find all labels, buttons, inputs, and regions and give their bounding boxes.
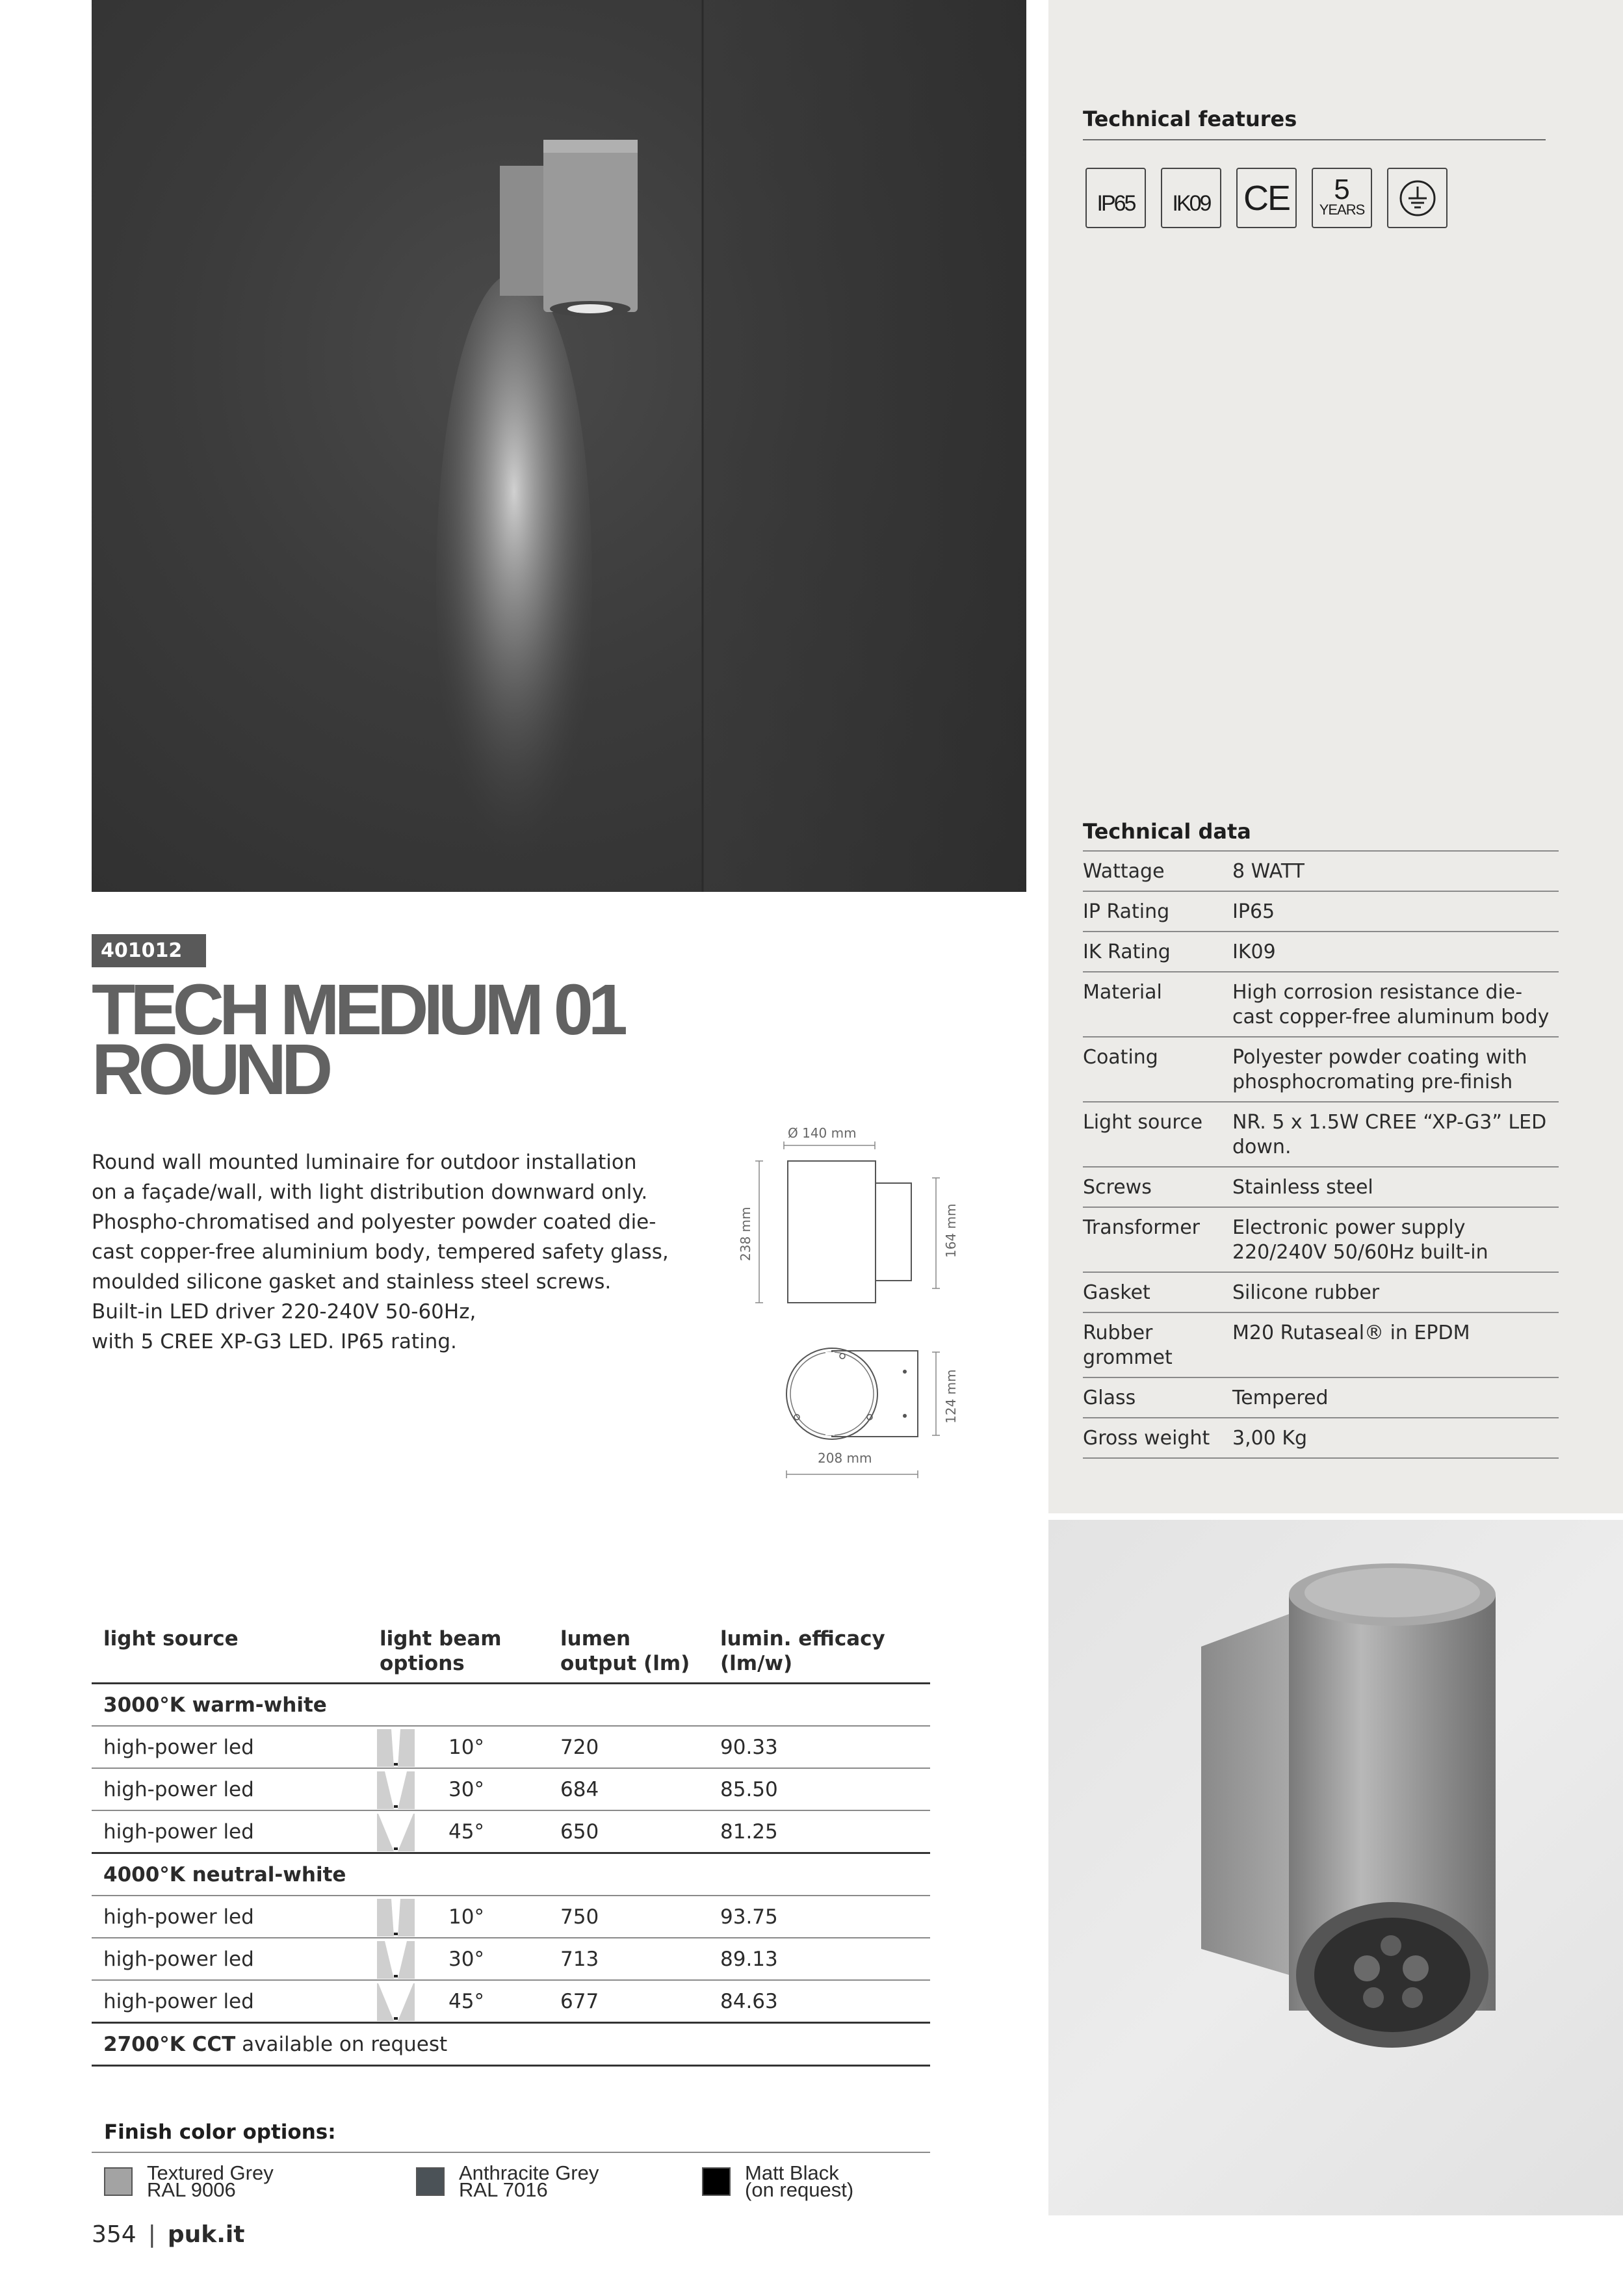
- finish-anthracite-grey: Anthracite Grey RAL 7016: [416, 2165, 599, 2198]
- finish-matt-black: Matt Black (on request): [702, 2165, 853, 2198]
- tech-row-rubber-grommet: Rubber grommet M20 Rutaseal® in EPDM: [1083, 1312, 1559, 1377]
- dim-height-body: 164 mm: [943, 1203, 959, 1258]
- tech-row-gross-weight: Gross weight 3,00 Kg: [1083, 1417, 1559, 1459]
- swatch-anthracite-grey: [416, 2167, 445, 2196]
- table-row: high-power led 10° 720 90.33: [92, 1726, 930, 1768]
- earth-ground-icon: [1387, 168, 1448, 228]
- tech-row-coating: Coating Polyester powder coating with phosphocromating pre-finish: [1083, 1036, 1559, 1101]
- ce-mark-icon: CE: [1236, 168, 1297, 228]
- dim-diameter: Ø 140 mm: [788, 1125, 857, 1141]
- page-footer: [92, 2221, 244, 2248]
- table-row: high-power led 45° 650 81.25: [92, 1810, 930, 1853]
- header-light-source: light source: [92, 1619, 368, 1684]
- table-header-row: [92, 1619, 930, 1684]
- tech-row-material: Material High corrosion resistance die-cast copper-free aluminum body: [1083, 971, 1559, 1036]
- dim-depth: 124 mm: [943, 1369, 959, 1424]
- tech-row-screws: Screws Stainless steel: [1083, 1166, 1559, 1207]
- product-title-line1: TECH MEDIUM 01: [92, 970, 623, 1050]
- beam-45-icon: [377, 1983, 415, 2021]
- beam-45-icon: [377, 1814, 415, 1851]
- website-link[interactable]: puk.it: [167, 2221, 245, 2248]
- group-row: 4000°K neutral-white: [92, 1853, 930, 1896]
- product-studio-photo: [1048, 1520, 1623, 2215]
- product-code-badge: 401012: [92, 934, 206, 967]
- footer-separator: |: [148, 2221, 156, 2248]
- tech-row-ik-rating: IK Rating IK09: [1083, 931, 1559, 971]
- table-row: high-power led 30° 713 89.13: [92, 1938, 930, 1980]
- header-lumen-output: lumen output (lm): [549, 1619, 708, 1684]
- product-title-line2: ROUND: [92, 1030, 328, 1110]
- header-efficacy: lumin. efficacy (lm/w): [708, 1619, 930, 1684]
- tech-row-ip-rating: IP Rating IP65: [1083, 891, 1559, 931]
- beam-30-icon: [377, 1941, 415, 1979]
- tech-row-light-source: Light source NR. 5 x 1.5W CREE “XP-G3” LED down.: [1083, 1101, 1559, 1166]
- tech-row-transformer: Transformer Electronic power supply 220/240V 50/60Hz built-in: [1083, 1207, 1559, 1272]
- beam-10-icon: [377, 1729, 415, 1767]
- finish-textured-grey: Textured Grey RAL 9006: [104, 2165, 274, 2198]
- dim-height-total: 238 mm: [738, 1207, 753, 1261]
- table-row: high-power led 10° 750 93.75: [92, 1896, 930, 1938]
- swatch-matt-black: [702, 2167, 731, 2196]
- divider: [92, 2152, 930, 2153]
- technical-features-heading: Technical features: [1083, 107, 1297, 131]
- light-source-table: [92, 1619, 930, 2067]
- cct-note-row: 2700°K CCT available on request: [92, 2023, 930, 2066]
- product-description: Round wall mounted luminaire for outdoor installation on a façade/wall, with light distribution downward only. Phospho-chromatised and polyester powder coated die- cast copper-free aluminium body, tempered safety glass, moulded silicone gasket and stainless steel screws. Built-in LED driver 220-240V 50-60Hz, with 5 CREE XP-G3 LED. IP65 rating.: [92, 1151, 669, 1353]
- dim-width: 208 mm: [818, 1450, 872, 1466]
- group-row: 3000°K warm-white: [92, 1684, 930, 1727]
- ip65-icon: IP65: [1085, 168, 1146, 228]
- technical-features-icons: [1085, 168, 1448, 228]
- tech-row-wattage: Wattage 8 WATT: [1083, 850, 1559, 891]
- divider: [1083, 139, 1546, 140]
- beam-10-icon: [377, 1899, 415, 1937]
- technical-data-table: [1083, 850, 1559, 1459]
- dimension-drawing: [728, 1118, 975, 1482]
- beam-30-icon: [377, 1771, 415, 1809]
- finish-heading: Finish color options:: [104, 2120, 336, 2144]
- hero-product-photo: [92, 0, 1026, 892]
- product-title: [92, 970, 623, 1110]
- product-studio-illustration: [1048, 1520, 1623, 2215]
- table-row: high-power led 45° 677 84.63: [92, 1980, 930, 2023]
- tech-row-glass: Glass Tempered: [1083, 1377, 1559, 1417]
- ik09-icon: IK09: [1161, 168, 1221, 228]
- page-number: 354: [92, 2221, 136, 2248]
- technical-data-heading: Technical data: [1083, 819, 1251, 844]
- table-row: high-power led 30° 684 85.50: [92, 1768, 930, 1810]
- tech-row-gasket: Gasket Silicone rubber: [1083, 1272, 1559, 1312]
- swatch-textured-grey: [104, 2167, 133, 2196]
- warranty-5-years-icon: 5 YEARS: [1312, 168, 1372, 228]
- header-light-beam: light beam options: [368, 1619, 549, 1684]
- hero-photo-illustration: [92, 0, 1026, 892]
